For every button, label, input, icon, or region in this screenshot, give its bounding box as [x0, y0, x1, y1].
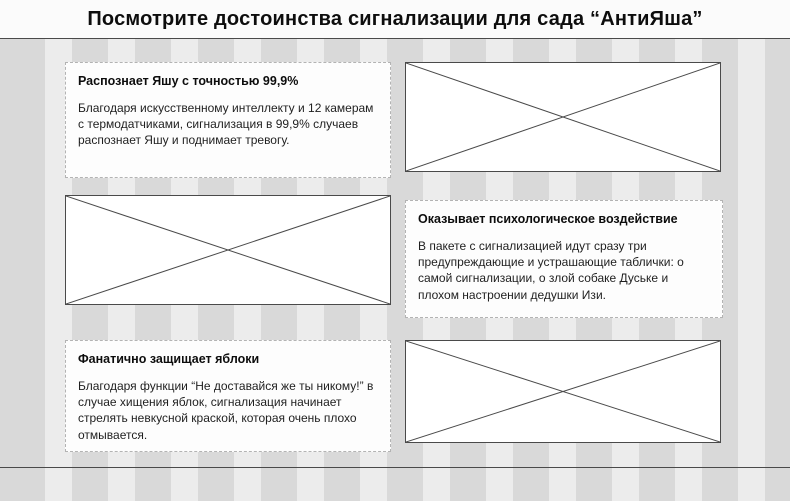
feature-body: Благодаря искусственному интеллекту и 12 камерам с термодатчиками, сигнализация в 99,9% случаев распознает Яшу и поднимает тревогу.: [78, 101, 374, 148]
bottom-divider: [0, 467, 790, 468]
image-placeholder: [405, 340, 721, 443]
top-divider: [0, 38, 790, 39]
placeholder-cross-icon: [66, 196, 390, 304]
feature-body: В пакете с сигнализацией идут сразу три предупреждающие и устрашающие таблички: о самой сигнализации, о злой собаке Дуське и плохом настроении дедушки Изи.: [418, 239, 684, 302]
feature-heading: Оказывает психологическое воздействие: [418, 212, 678, 226]
image-placeholder: [65, 195, 391, 305]
placeholder-cross-icon: [406, 341, 720, 442]
image-placeholder: [405, 62, 721, 172]
header: [0, 0, 790, 38]
feature-card-psychological: [405, 200, 723, 318]
placeholder-cross-icon: [406, 63, 720, 171]
feature-body: Благодаря функции “Не доставайся же ты никому!” в случае хищения яблок, сигнализация начинает стрелять невкусной краской, которая очень плохо отмывается.: [78, 379, 374, 442]
feature-card-recognition: [65, 62, 391, 178]
feature-heading: Распознает Яшу с точностью 99,9%: [78, 74, 299, 88]
page-title: Посмотрите достоинства сигнализации для сада “АнтиЯша”: [87, 7, 703, 30]
feature-heading: Фанатично защищает яблоки: [78, 352, 260, 366]
feature-card-apples: [65, 340, 391, 452]
